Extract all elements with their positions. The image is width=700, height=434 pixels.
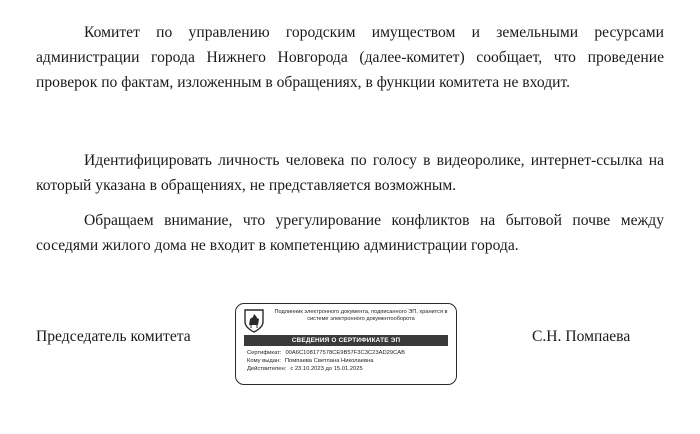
issued-to-value: Помпаева Светлана Николаевна bbox=[284, 358, 374, 364]
valid-value: с 23.10.2023 до 15.01.2025 bbox=[290, 366, 363, 372]
certificate-value: 00A6C1081775​78CE9B57F3C3C23AD29CAB bbox=[285, 350, 405, 356]
signer-title: Председатель комитета bbox=[36, 328, 191, 345]
stamp-certificate-row bbox=[247, 350, 405, 357]
stamp-header: Подлинник электронного документа, подписанного ЭП, хранится в системе электронного документооборота bbox=[274, 309, 448, 322]
stamp-title-bar: СВЕДЕНИЯ О СЕРТИФИКАТЕ ЭП bbox=[244, 335, 448, 346]
issued-to-label: Кому выдан: bbox=[247, 358, 281, 364]
electronic-signature-stamp bbox=[235, 303, 457, 385]
valid-label: Действителен: bbox=[247, 366, 287, 372]
stamp-valid-row bbox=[247, 366, 363, 373]
paragraph-1: Комитет по управлению городским имуществом и земельными ресурсами администрации города Нижнего Новгорода (далее-комитет) сообщает, что проведение проверок по фактам, изложенным в обращениях, в функции комитета не входит. bbox=[36, 24, 664, 91]
city-crest-icon bbox=[244, 309, 264, 333]
signer-name: С.Н. Помпаева bbox=[532, 328, 631, 345]
stamp-issued-to-row bbox=[247, 358, 374, 365]
certificate-label: Сертификат: bbox=[247, 350, 282, 356]
paragraph-2: Идентифицировать личность человека по голосу в видеоролике, интернет-ссылка на который указана в обращениях, не представляется возможным. bbox=[36, 152, 664, 194]
paragraph-3: Обращаем внимание, что урегулирование конфликтов на бытовой почве между соседями жилого дома не входит в компетенцию администрации города. bbox=[36, 212, 664, 254]
